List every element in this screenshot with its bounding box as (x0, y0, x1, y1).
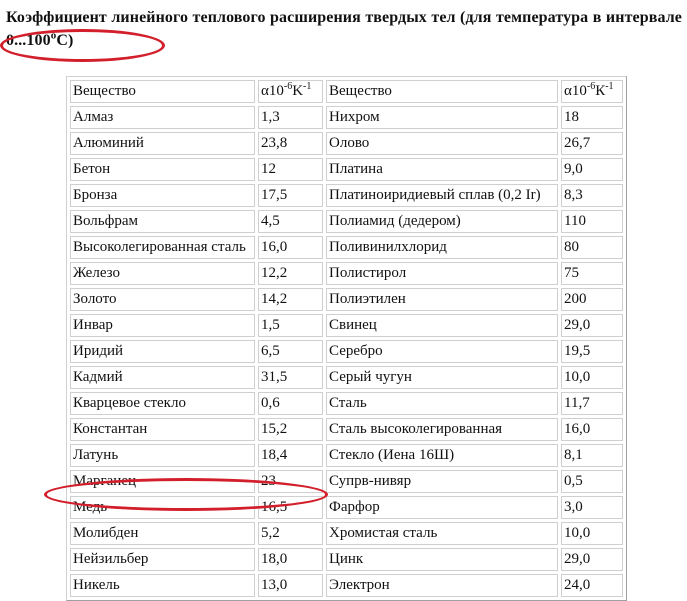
page-heading (6, 6, 682, 52)
alpha-cell: 12,2 (258, 262, 323, 285)
table-row (70, 470, 623, 493)
header-alpha-2 (561, 80, 623, 103)
substance-cell: Нейзильбер (70, 548, 255, 571)
alpha-cell: 10,0 (561, 522, 623, 545)
substance-cell: Алюминий (70, 132, 255, 155)
header-alpha-unit-2: К (595, 83, 606, 99)
alpha-cell: 6,5 (258, 340, 323, 363)
header-alpha-1 (258, 80, 323, 103)
substance-cell: Полистирол (326, 262, 558, 285)
substance-cell: Супрв-нивяр (326, 470, 558, 493)
alpha-cell: 29,0 (561, 314, 623, 337)
substance-cell: Поливинилхлорид (326, 236, 558, 259)
alpha-cell: 29,0 (561, 548, 623, 571)
table-header-row (70, 80, 623, 103)
alpha-cell: 1,3 (258, 106, 323, 129)
substance-cell: Стекло (Иена 16Ш) (326, 444, 558, 467)
coefficient-table (66, 76, 627, 601)
heading-degree: o (50, 29, 57, 42)
header-alpha-exp-2: -6 (586, 81, 596, 92)
substance-cell: Свинец (326, 314, 558, 337)
alpha-cell: 1,5 (258, 314, 323, 337)
table-row (70, 288, 623, 311)
substance-cell: Фарфор (326, 496, 558, 519)
substance-cell: Электрон (326, 574, 558, 597)
alpha-cell: 23 (258, 470, 323, 493)
substance-cell: Полиэтилен (326, 288, 558, 311)
header-substance-2: Вещество (326, 80, 558, 103)
substance-cell: Кварцевое стекло (70, 392, 255, 415)
table-body (70, 106, 623, 597)
substance-cell: Константан (70, 418, 255, 441)
header-alpha-unit-exp: -1 (303, 81, 312, 92)
table-row (70, 392, 623, 415)
substance-cell: Платина (326, 158, 558, 181)
alpha-cell: 14,2 (258, 288, 323, 311)
alpha-cell: 3,0 (561, 496, 623, 519)
alpha-cell: 12 (258, 158, 323, 181)
substance-cell: Инвар (70, 314, 255, 337)
heading-unit: C) (56, 32, 74, 49)
substance-cell: Платиноиридиевый сплав (0,2 Ir) (326, 184, 558, 207)
table-row (70, 574, 623, 597)
alpha-cell: 0,5 (561, 470, 623, 493)
alpha-cell: 8,3 (561, 184, 623, 207)
substance-cell: Вольфрам (70, 210, 255, 233)
substance-cell: Кадмий (70, 366, 255, 389)
substance-cell: Олово (326, 132, 558, 155)
table-row (70, 106, 623, 129)
table-row (70, 418, 623, 441)
table-row (70, 184, 623, 207)
substance-cell: Полиамид (дедером) (326, 210, 558, 233)
header-alpha-exp: -6 (283, 81, 293, 92)
alpha-cell: 17,5 (258, 184, 323, 207)
table-row (70, 340, 623, 363)
heading-text: Коэффициент линейного теплового расширения твердых тел (для температура в интервале 0...100 (6, 9, 682, 49)
alpha-cell: 24,0 (561, 574, 623, 597)
alpha-cell: 16,5 (258, 496, 323, 519)
alpha-cell: 11,7 (561, 392, 623, 415)
alpha-cell: 9,0 (561, 158, 623, 181)
table-row (70, 210, 623, 233)
alpha-cell: 110 (561, 210, 623, 233)
table-row (70, 496, 623, 519)
alpha-cell: 13,0 (258, 574, 323, 597)
substance-cell: Хромистая сталь (326, 522, 558, 545)
substance-cell: Серый чугун (326, 366, 558, 389)
coefficient-table-wrapper (66, 76, 627, 601)
alpha-cell: 4,5 (258, 210, 323, 233)
substance-cell: Молибден (70, 522, 255, 545)
header-substance-1: Вещество (70, 80, 255, 103)
alpha-cell: 18 (561, 106, 623, 129)
substance-cell: Бетон (70, 158, 255, 181)
substance-cell: Нихром (326, 106, 558, 129)
header-alpha-prefix-2: α10 (564, 83, 587, 99)
alpha-cell: 8,1 (561, 444, 623, 467)
substance-cell: Железо (70, 262, 255, 285)
alpha-cell: 10,0 (561, 366, 623, 389)
substance-cell: Медь (70, 496, 255, 519)
table-row (70, 444, 623, 467)
alpha-cell: 16,0 (258, 236, 323, 259)
substance-cell: Иридий (70, 340, 255, 363)
alpha-cell: 80 (561, 236, 623, 259)
alpha-cell: 16,0 (561, 418, 623, 441)
table-row (70, 548, 623, 571)
table-row (70, 236, 623, 259)
alpha-cell: 23,8 (258, 132, 323, 155)
substance-cell: Марганец (70, 470, 255, 493)
alpha-cell: 15,2 (258, 418, 323, 441)
substance-cell: Серебро (326, 340, 558, 363)
alpha-cell: 200 (561, 288, 623, 311)
alpha-cell: 31,5 (258, 366, 323, 389)
alpha-cell: 5,2 (258, 522, 323, 545)
substance-cell: Бронза (70, 184, 255, 207)
alpha-cell: 0,6 (258, 392, 323, 415)
substance-cell: Латунь (70, 444, 255, 467)
alpha-cell: 19,5 (561, 340, 623, 363)
substance-cell: Высоколегированная сталь (70, 236, 255, 259)
header-alpha-prefix: α10 (261, 83, 284, 99)
alpha-cell: 18,4 (258, 444, 323, 467)
substance-cell: Никель (70, 574, 255, 597)
table-row (70, 158, 623, 181)
substance-cell: Алмаз (70, 106, 255, 129)
table-row (70, 366, 623, 389)
substance-cell: Золото (70, 288, 255, 311)
header-alpha-unit-exp-2: -1 (605, 81, 614, 92)
alpha-cell: 75 (561, 262, 623, 285)
substance-cell: Сталь (326, 392, 558, 415)
table-row (70, 132, 623, 155)
substance-cell: Цинк (326, 548, 558, 571)
alpha-cell: 18,0 (258, 548, 323, 571)
table-row (70, 314, 623, 337)
alpha-cell: 26,7 (561, 132, 623, 155)
table-row (70, 262, 623, 285)
table-row (70, 522, 623, 545)
substance-cell: Сталь высоколегированная (326, 418, 558, 441)
header-alpha-unit: K (292, 83, 304, 99)
